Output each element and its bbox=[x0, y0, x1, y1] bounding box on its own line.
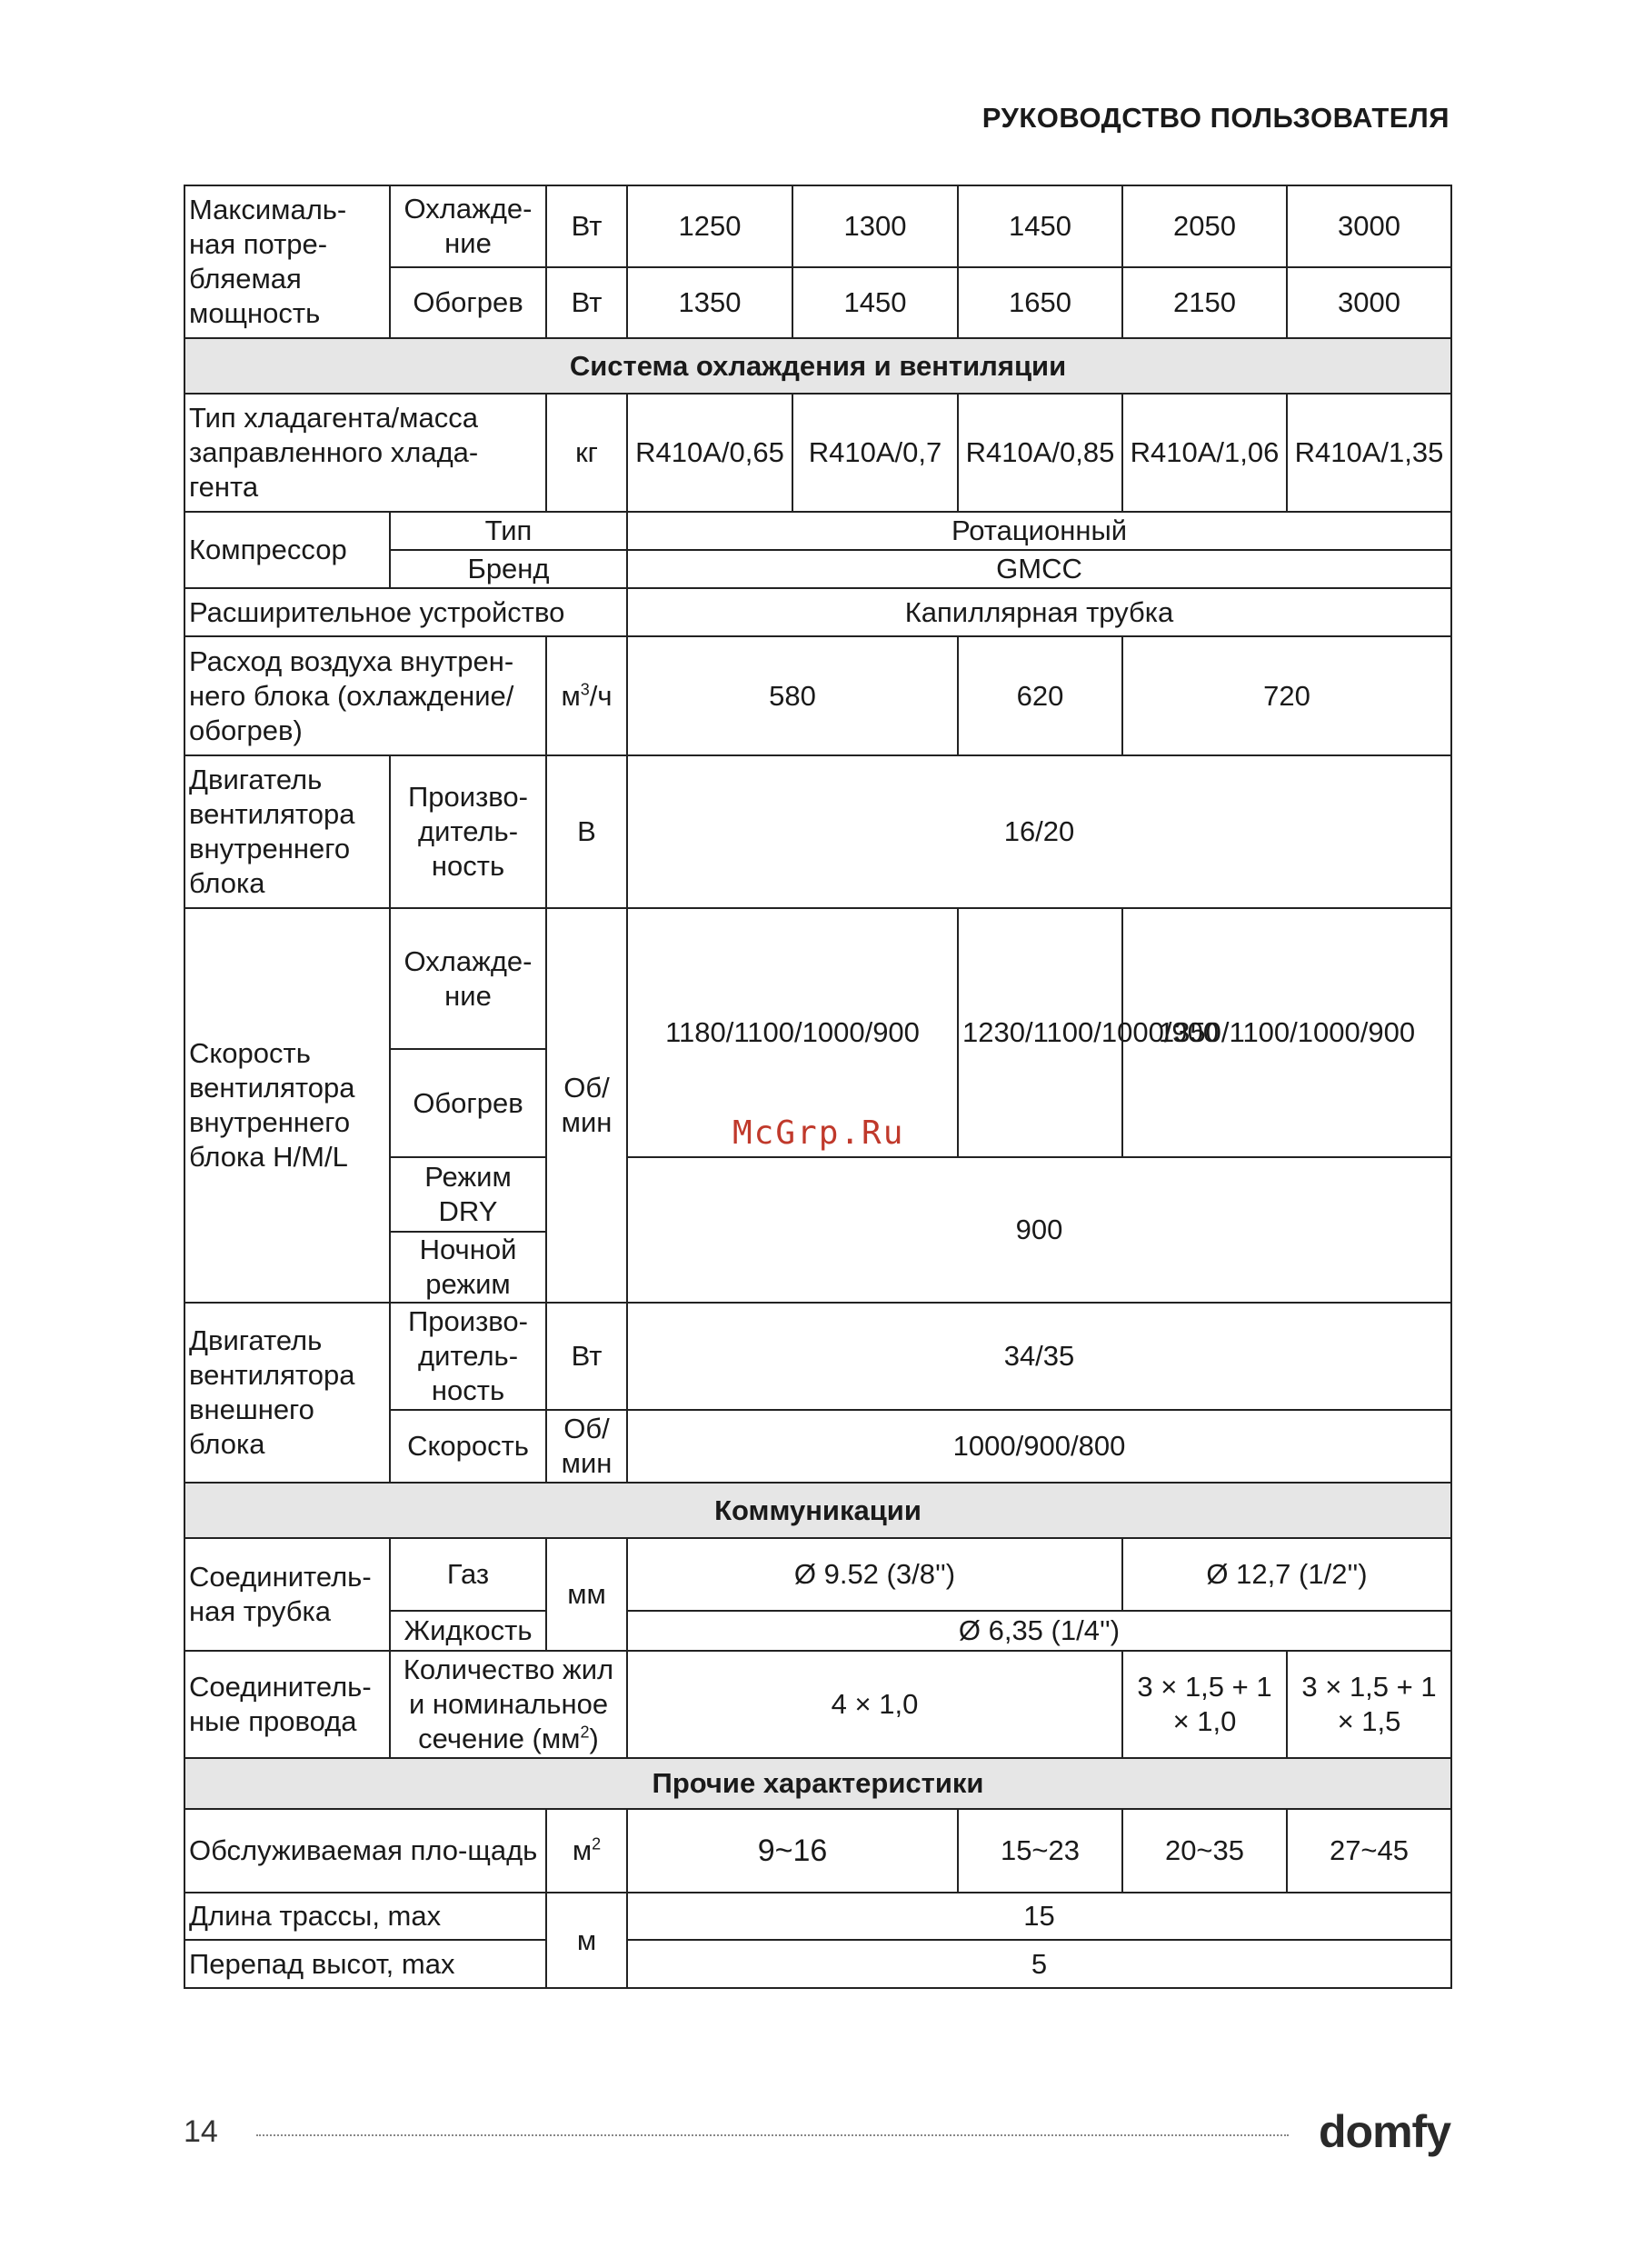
fan-speed-value: 1180/1100/1000/900 bbox=[627, 908, 958, 1157]
outdoor-motor-perf-value: 34/35 bbox=[627, 1303, 1451, 1410]
power-heat-value: 1350 bbox=[627, 267, 792, 338]
fan-speed-cool-label: Охлажде-ние bbox=[390, 908, 546, 1049]
fan-speed-value: 1230/1100/1000/900 bbox=[958, 908, 1122, 1157]
power-heat-value: 3000 bbox=[1287, 267, 1451, 338]
expansion-label: Расширительное устройство bbox=[184, 588, 627, 636]
airflow-value: 580 bbox=[627, 636, 958, 755]
power-cool-value: 1450 bbox=[958, 185, 1122, 267]
fan-speed-heat-label: Обогрев bbox=[390, 1049, 546, 1157]
area-label: Обслуживаемая пло-щадь bbox=[184, 1809, 546, 1893]
section-other-header: Прочие характеристики bbox=[184, 1758, 1451, 1809]
spec-table bbox=[184, 185, 1452, 1989]
refrigerant-value: R410A/0,85 bbox=[958, 394, 1122, 512]
route-unit: м bbox=[546, 1893, 627, 1988]
fan-speed-unit: Об/мин bbox=[546, 908, 627, 1303]
power-unit: Вт bbox=[546, 267, 627, 338]
fan-speed-dry-night-value: 900 bbox=[627, 1157, 1451, 1303]
pipe-gas-value: Ø 12,7 (1/2'') bbox=[1122, 1538, 1451, 1611]
section-cooling-header: Система охлаждения и вентиляции bbox=[184, 338, 1451, 394]
power-cool-value: 3000 bbox=[1287, 185, 1451, 267]
pipe-unit: мм bbox=[546, 1538, 627, 1651]
outdoor-motor-speed-label: Скорость bbox=[390, 1410, 546, 1483]
area-value: 20~35 bbox=[1122, 1809, 1287, 1893]
pipe-liquid-label: Жидкость bbox=[390, 1611, 546, 1651]
airflow-value: 720 bbox=[1122, 636, 1451, 755]
outdoor-motor-speed-unit: Об/мин bbox=[546, 1410, 627, 1483]
refrigerant-unit: кг bbox=[546, 394, 627, 512]
power-heat-value: 1450 bbox=[792, 267, 958, 338]
area-unit: $м^2$ bbox=[546, 1809, 627, 1893]
wires-label: Соединитель-ные провода bbox=[184, 1651, 390, 1758]
fan-speed-value: 1350/1100/1000/900 bbox=[1122, 908, 1451, 1157]
compressor-label: Компрессор bbox=[184, 512, 390, 588]
wires-value: 4 × 1,0 bbox=[627, 1651, 1122, 1758]
pipe-label: Соединитель-ная трубка bbox=[184, 1538, 390, 1651]
fan-speed-night-label: Ночной режим bbox=[390, 1232, 546, 1303]
compressor-brand-label: Бренд bbox=[390, 550, 627, 588]
page-number: 14 bbox=[184, 2114, 218, 2149]
outdoor-motor-perf-label: Произво-дитель-ность bbox=[390, 1303, 546, 1410]
indoor-motor-label: Двигатель вентилятора внутреннего блока bbox=[184, 755, 390, 908]
airflow-unit: $м^3/ч$ bbox=[546, 636, 627, 755]
wires-value: 3 × 1,5 + 1 × 1,5 bbox=[1287, 1651, 1451, 1758]
page-header: РУКОВОДСТВО ПОЛЬЗОВАТЕЛЯ bbox=[981, 102, 1450, 134]
refrigerant-value: R410A/0,65 bbox=[627, 394, 792, 512]
fan-speed-dry-label: Режим DRY bbox=[390, 1157, 546, 1232]
power-unit: Вт bbox=[546, 185, 627, 267]
area-value: 27~45 bbox=[1287, 1809, 1451, 1893]
compressor-type-value: Ротационный bbox=[627, 512, 1451, 550]
refrigerant-value: R410A/1,35 bbox=[1287, 394, 1451, 512]
power-label: Максималь-ная потре-бляемая мощность bbox=[184, 185, 390, 338]
compressor-brand-value: GMCC bbox=[627, 550, 1451, 588]
refrigerant-label: Тип хладагента/масса заправленного хлада-гента bbox=[184, 394, 546, 512]
airflow-label: Расход воздуха внутрен-него блока (охлаждение/обогрев) bbox=[184, 636, 546, 755]
indoor-motor-value: 16/20 bbox=[627, 755, 1451, 908]
footer-divider bbox=[256, 2134, 1289, 2136]
expansion-value: Капиллярная трубка bbox=[627, 588, 1451, 636]
compressor-type-label: Тип bbox=[390, 512, 627, 550]
power-cool-value: 1300 bbox=[792, 185, 958, 267]
indoor-motor-unit: В bbox=[546, 755, 627, 908]
fan-speed-label: Скорость вентилятора внутреннего блока H/M/L bbox=[184, 908, 390, 1303]
height-label: Перепад высот, max bbox=[184, 1940, 546, 1988]
route-label: Длина трассы, max bbox=[184, 1893, 546, 1940]
area-value: 9~16 bbox=[627, 1809, 958, 1893]
pipe-gas-value: Ø 9.52 (3/8'') bbox=[627, 1538, 1122, 1611]
watermark: McGrp.Ru bbox=[732, 1114, 905, 1152]
brand-logo: domfy bbox=[1319, 2106, 1450, 2157]
power-cool-value: 1250 bbox=[627, 185, 792, 267]
power-heat-value: 1650 bbox=[958, 267, 1122, 338]
refrigerant-value: R410A/1,06 bbox=[1122, 394, 1287, 512]
power-cool-label: Охлажде-ние bbox=[390, 185, 546, 267]
outdoor-motor-speed-value: 1000/900/800 bbox=[627, 1410, 1451, 1483]
power-cool-value: 2050 bbox=[1122, 185, 1287, 267]
wires-value: 3 × 1,5 + 1 × 1,0 bbox=[1122, 1651, 1287, 1758]
indoor-motor-sub: Произво-дитель-ность bbox=[390, 755, 546, 908]
power-heat-value: 2150 bbox=[1122, 267, 1287, 338]
outdoor-motor-perf-unit: Вт bbox=[546, 1303, 627, 1410]
outdoor-motor-label: Двигатель вентилятора внешнего блока bbox=[184, 1303, 390, 1483]
airflow-value: 620 bbox=[958, 636, 1122, 755]
power-heat-label: Обогрев bbox=[390, 267, 546, 338]
pipe-gas-label: Газ bbox=[390, 1538, 546, 1611]
height-value: 5 bbox=[627, 1940, 1451, 1988]
pipe-liquid-value: Ø 6,35 (1/4'') bbox=[627, 1611, 1451, 1651]
section-comm-header: Коммуникации bbox=[184, 1483, 1451, 1538]
area-value: 15~23 bbox=[958, 1809, 1122, 1893]
route-value: 15 bbox=[627, 1893, 1451, 1940]
wires-sub: Количество жил и номинальное сечение $(мм^2)$ bbox=[390, 1651, 627, 1758]
refrigerant-value: R410A/0,7 bbox=[792, 394, 958, 512]
